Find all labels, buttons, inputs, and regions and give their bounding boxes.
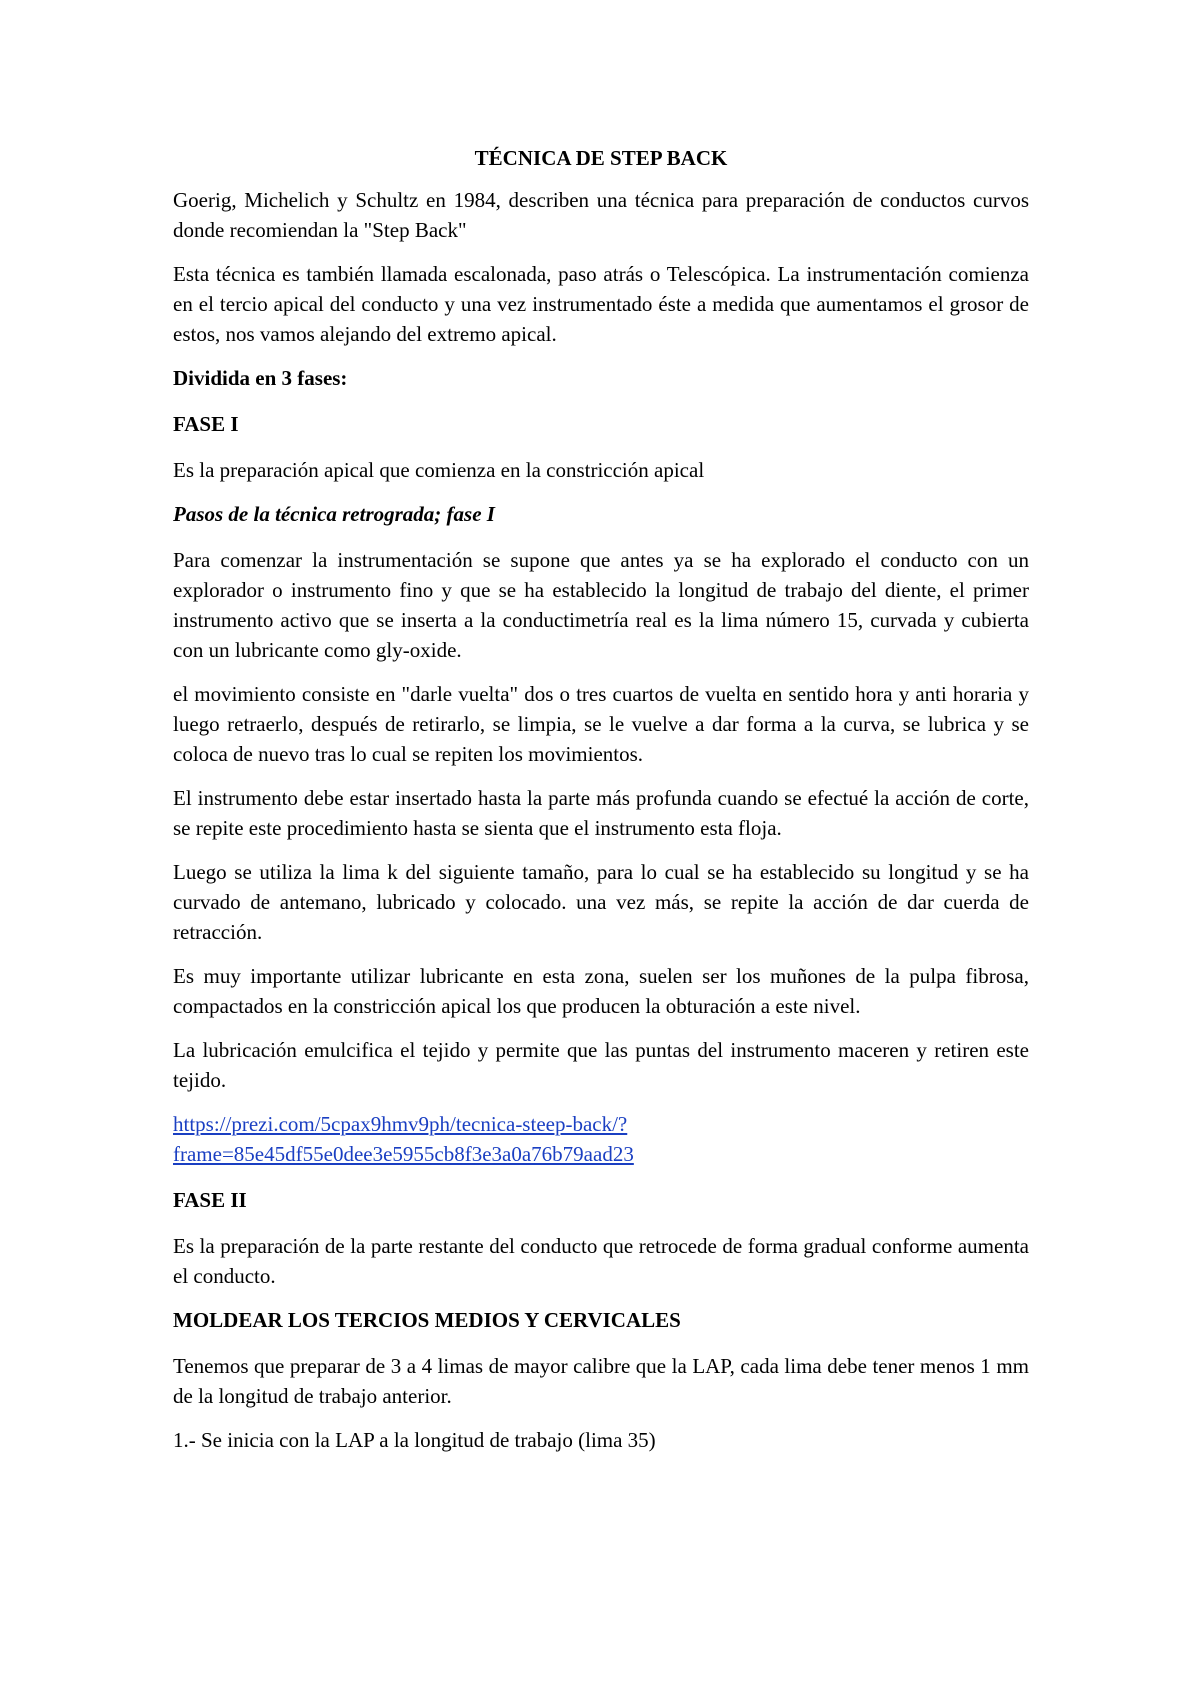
paragraph-moldear: Tenemos que preparar de 3 a 4 limas de mayor calibre que la LAP, cada lima debe tener menos 1 mm de la longitud de trabajo anterior. (173, 1354, 1029, 1408)
paragraph-pasos-5: Es muy importante utilizar lubricante en esta zona, suelen ser los muñones de la pulpa fibrosa, compactados en la constricción apical los que producen la obturación a este nivel. (173, 964, 1029, 1018)
document-body (173, 143, 1029, 1469)
heading-moldear: MOLDEAR LOS TERCIOS MEDIOS Y CERVICALES (173, 1308, 681, 1332)
paragraph-pasos-4: Luego se utiliza la lima k del siguiente tamaño, para lo cual se ha establecido su longitud y se ha curvado de antemano, lubricado y colocado. una vez más, se repite la acción de dar cuerda de retracción. (173, 860, 1029, 944)
paragraph-fase-1: Es la preparación apical que comienza en la constricción apical (173, 458, 705, 482)
prezi-link[interactable] (173, 1109, 1029, 1169)
heading-fase-2: FASE II (173, 1188, 247, 1212)
heading-divided-phases: Dividida en 3 fases: (173, 366, 348, 390)
paragraph-fase-2: Es la preparación de la parte restante del conducto que retrocede de forma gradual conforme aumenta el conducto. (173, 1234, 1029, 1288)
paragraph-pasos-1: Para comenzar la instrumentación se supone que antes ya se ha explorado el conducto con un explorador o instrumento fino y que se ha establecido la longitud de trabajo del diente, el primer instrumento activo que se inserta a la conductimetría real es la lima número 15, curvada y cubierta con un lubricante como gly-oxide. (173, 548, 1029, 662)
prezi-link-line-1[interactable]: https://prezi.com/5cpax9hmv9ph/tecnica-steep-back/? (173, 1112, 628, 1136)
heading-fase-1: FASE I (173, 412, 239, 436)
paragraph-pasos-2: el movimiento consiste en "darle vuelta" dos o tres cuartos de vuelta en sentido hora y anti horaria y luego retraerlo, después de retirarlo, se limpia, se le vuelve a dar forma a la curva, se lubrica y se coloca de nuevo tras lo cual se repiten los movimientos. (173, 682, 1029, 766)
subheading-pasos-fase-1: Pasos de la técnica retrograda; fase I (173, 502, 495, 526)
paragraph-step-1: 1.- Se inicia con la LAP a la longitud de trabajo (lima 35) (173, 1428, 656, 1452)
prezi-link-line-2[interactable]: frame=85e45df55e0dee3e5955cb8f3e3a0a76b79aad23 (173, 1142, 634, 1166)
paragraph-pasos-3: El instrumento debe estar insertado hasta la parte más profunda cuando se efectué la acción de corte, se repite este procedimiento hasta se sienta que el instrumento esta floja. (173, 786, 1029, 840)
paragraph-intro: Goerig, Michelich y Schultz en 1984, describen una técnica para preparación de conductos curvos donde recomiendan la "Step Back" (173, 188, 1029, 242)
paragraph-description: Esta técnica es también llamada escalonada, paso atrás o Telescópica. La instrumentación comienza en el tercio apical del conducto y una vez instrumentado éste a medida que aumentamos el grosor de estos, nos vamos alejando del extremo apical. (173, 262, 1029, 346)
document-title: TÉCNICA DE STEP BACK (474, 146, 728, 170)
paragraph-pasos-6: La lubricación emulcifica el tejido y permite que las puntas del instrumento maceren y retiren este tejido. (173, 1038, 1029, 1092)
